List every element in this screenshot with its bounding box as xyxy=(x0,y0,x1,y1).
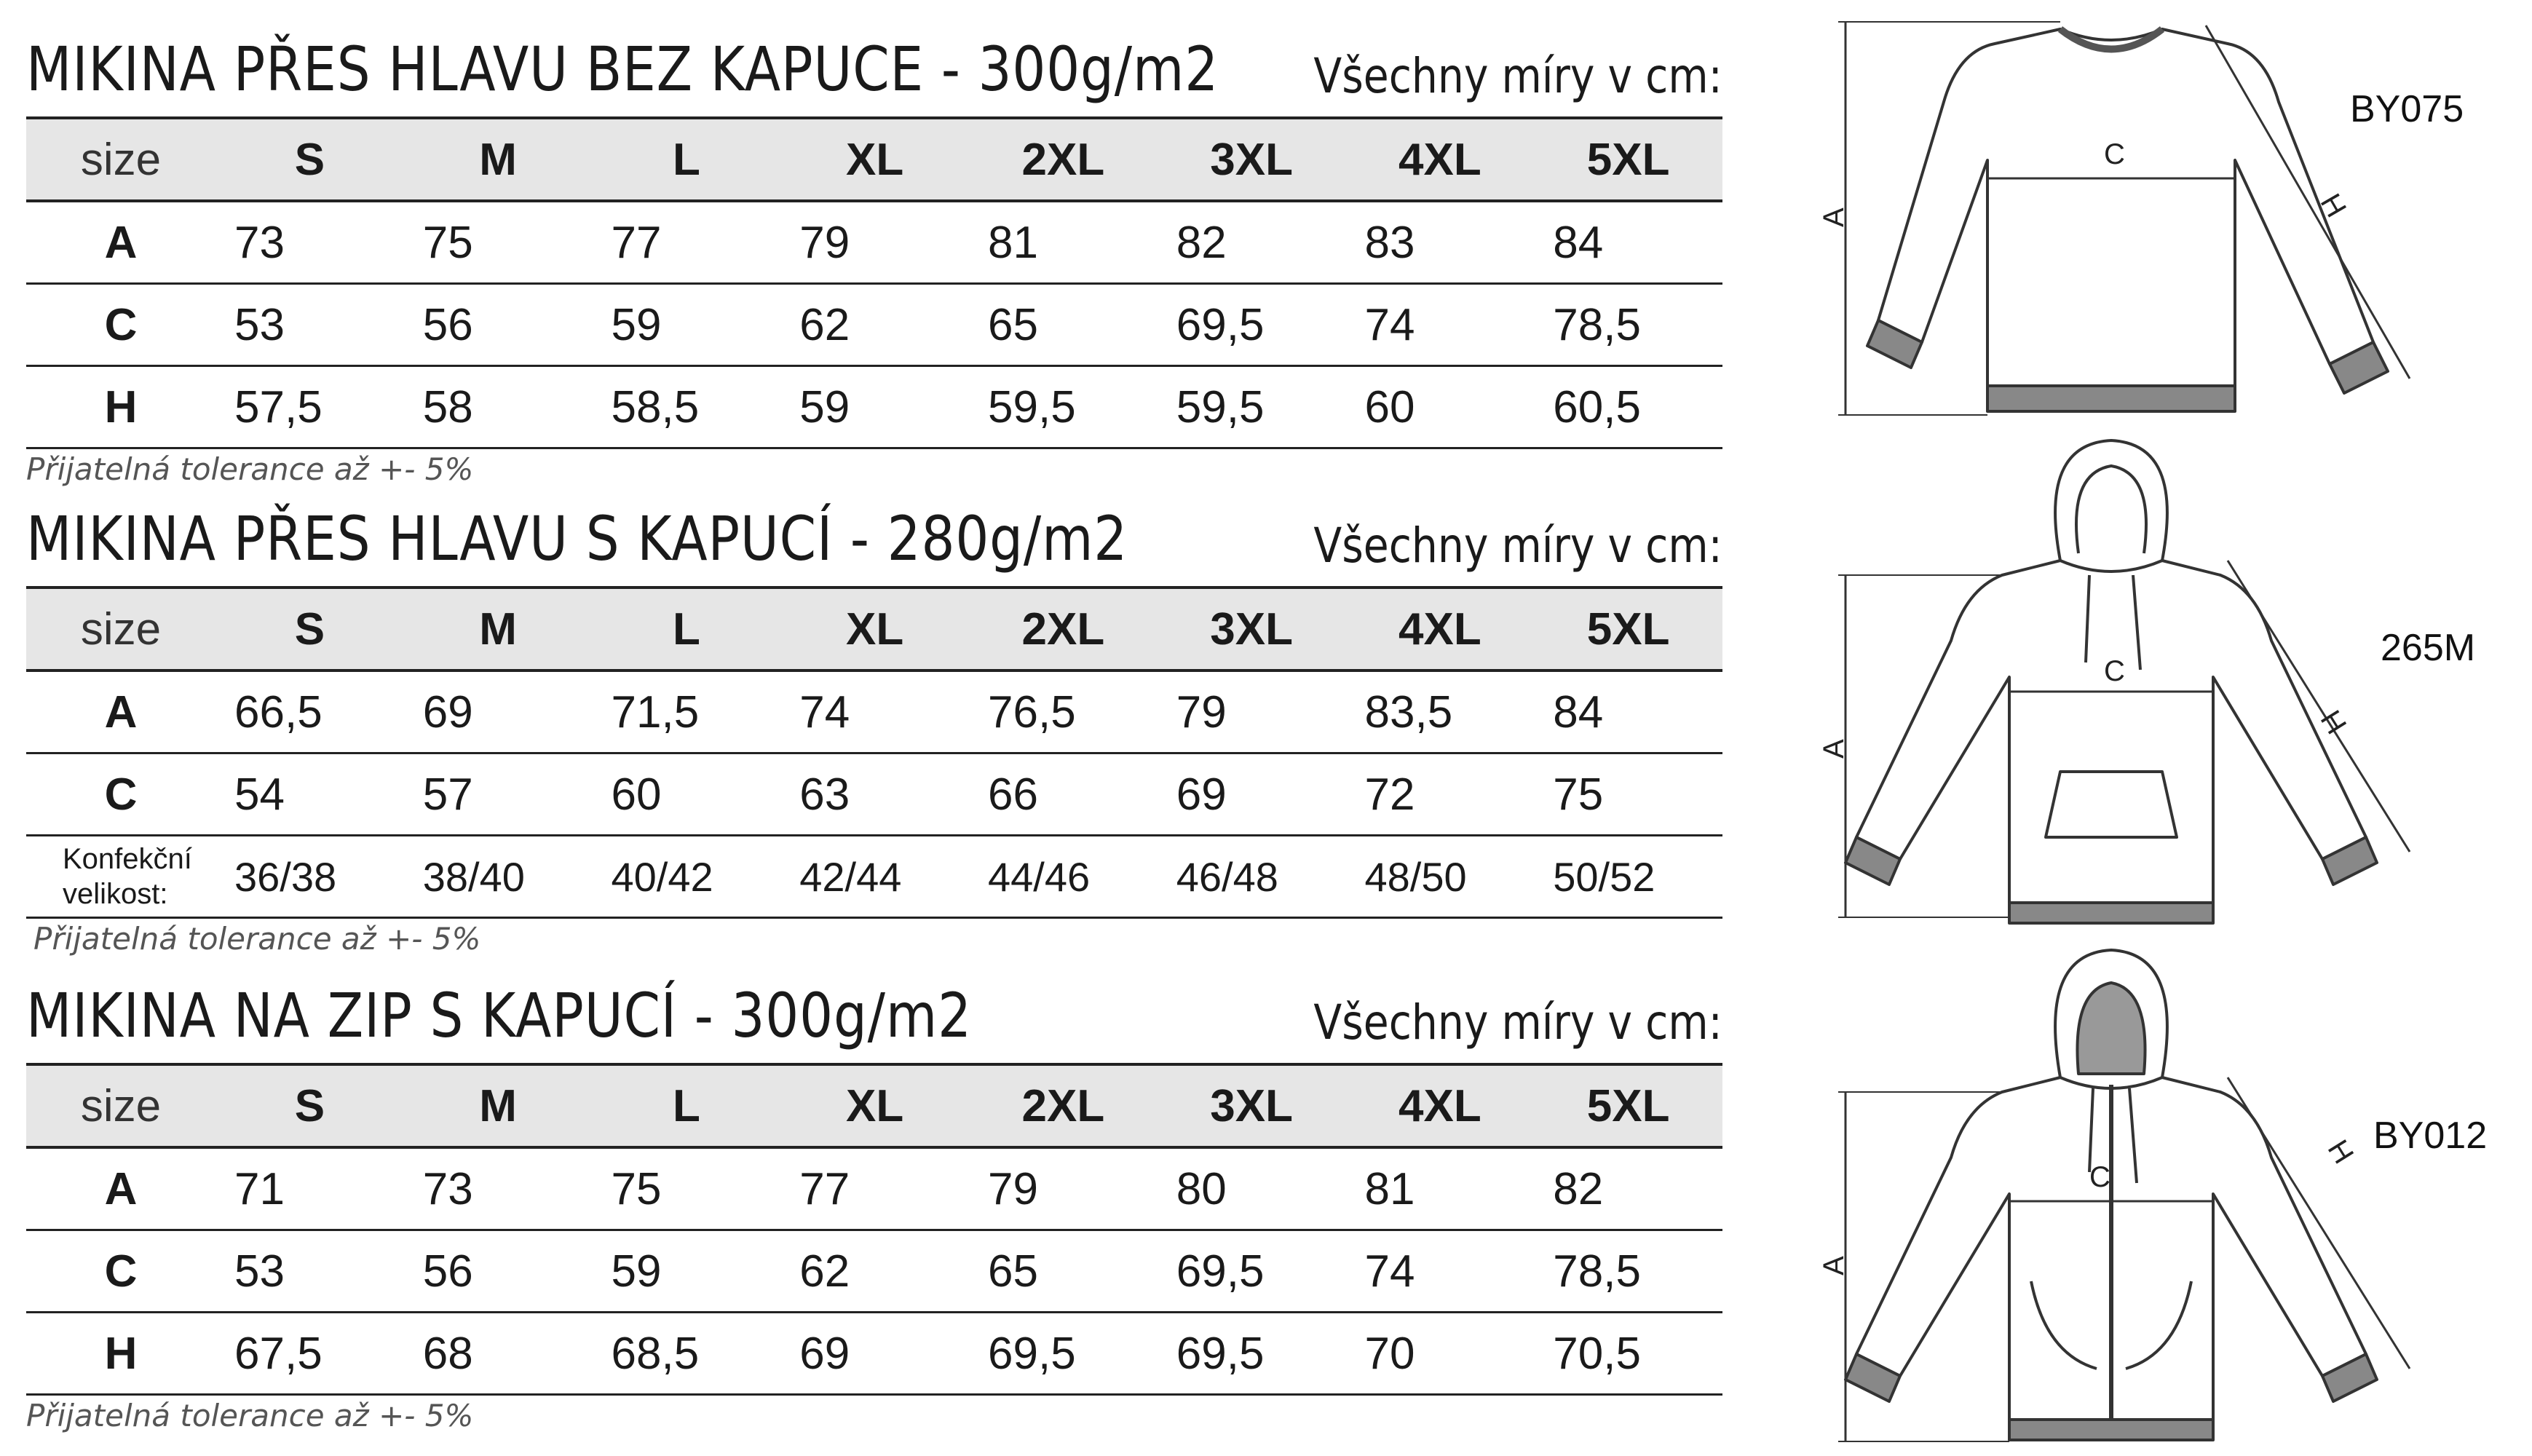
col-header: M xyxy=(404,587,593,670)
col-header: 5XL xyxy=(1534,1064,1722,1147)
units-label: Všechny míry v cm: xyxy=(1313,48,1722,104)
cell: 77 xyxy=(593,201,781,284)
cell: 54 xyxy=(215,753,404,836)
cell: 53 xyxy=(215,1230,404,1313)
table-row xyxy=(26,753,1722,836)
konfekcni-label-2: velikost: xyxy=(63,878,168,910)
cell: 69 xyxy=(404,670,593,753)
hoodie-illustration xyxy=(1820,430,2519,925)
cell: 42/44 xyxy=(780,836,969,918)
cell: 60 xyxy=(593,753,781,836)
cell: 81 xyxy=(1346,1147,1535,1230)
cell: 71 xyxy=(215,1147,404,1230)
table-row xyxy=(26,1147,1722,1230)
col-header: L xyxy=(593,1064,781,1147)
cell: 80 xyxy=(1158,1147,1346,1230)
cell: 44/46 xyxy=(969,836,1158,918)
cell: 56 xyxy=(404,284,593,366)
cell: 62 xyxy=(780,1230,969,1313)
row-label: A xyxy=(26,1147,215,1230)
cell: 62 xyxy=(780,284,969,366)
cell: 84 xyxy=(1534,201,1722,284)
diagram-crewneck xyxy=(1820,0,2519,437)
cell: 69,5 xyxy=(1158,1313,1346,1395)
col-header: S xyxy=(215,587,404,670)
cell: 66 xyxy=(969,753,1158,836)
cell: 74 xyxy=(1346,284,1535,366)
model-code: BY012 xyxy=(2373,1115,2488,1157)
cell: 69,5 xyxy=(969,1313,1158,1395)
cell: 60 xyxy=(1346,366,1535,448)
col-header: XL xyxy=(780,1064,969,1147)
cell: 59,5 xyxy=(1158,366,1346,448)
cell: 67,5 xyxy=(215,1313,404,1395)
cell: 65 xyxy=(969,1230,1158,1313)
cell: 72 xyxy=(1346,753,1535,836)
col-header: L xyxy=(593,118,781,201)
tolerance-note: Přijatelná tolerance až +- 5% xyxy=(26,451,474,487)
col-header: XL xyxy=(780,587,969,670)
cell: 59 xyxy=(593,1230,781,1313)
cell: 73 xyxy=(404,1147,593,1230)
cell: 68,5 xyxy=(593,1313,781,1395)
cell: 75 xyxy=(404,201,593,284)
cell: 50/52 xyxy=(1534,836,1722,918)
dim-label-a: A xyxy=(1820,1256,1850,1275)
col-header: 3XL xyxy=(1158,1064,1346,1147)
diagram-pullover-hoodie xyxy=(1820,430,2519,925)
row-label: C xyxy=(26,284,215,366)
row-label xyxy=(26,836,215,918)
table-row xyxy=(26,201,1722,284)
row-label: C xyxy=(26,1230,215,1313)
cell: 46/48 xyxy=(1158,836,1346,918)
cell: 70 xyxy=(1346,1313,1535,1395)
tolerance-note: Přijatelná tolerance až +- 5% xyxy=(33,921,481,957)
col-header: 2XL xyxy=(969,587,1158,670)
dim-label-h: H xyxy=(2321,1134,2360,1170)
cell: 58 xyxy=(404,366,593,448)
col-header: size xyxy=(26,118,215,201)
size-table xyxy=(26,586,1722,919)
cell: 69,5 xyxy=(1158,1230,1346,1313)
dim-label-c: C xyxy=(2089,1161,2110,1193)
cell: 69 xyxy=(780,1313,969,1395)
col-header: 5XL xyxy=(1534,587,1722,670)
cell: 75 xyxy=(593,1147,781,1230)
col-header: M xyxy=(404,1064,593,1147)
cell: 71,5 xyxy=(593,670,781,753)
dim-label-h: H xyxy=(2314,188,2353,223)
table-row-konfekcni xyxy=(26,836,1722,918)
header-row xyxy=(26,1064,1722,1147)
cell: 74 xyxy=(1346,1230,1535,1313)
col-header: 3XL xyxy=(1158,118,1346,201)
col-header: size xyxy=(26,587,215,670)
cell: 69 xyxy=(1158,753,1346,836)
cell: 84 xyxy=(1534,670,1722,753)
konfekcni-label-1: Konfekční xyxy=(63,843,192,875)
table-row xyxy=(26,366,1722,448)
cell: 66,5 xyxy=(215,670,404,753)
cell: 59 xyxy=(593,284,781,366)
row-label: C xyxy=(26,753,215,836)
size-table xyxy=(26,116,1722,449)
section-title: MIKINA NA ZIP S KAPUCÍ - 300g/m2 xyxy=(26,980,972,1051)
cell: 74 xyxy=(780,670,969,753)
cell: 58,5 xyxy=(593,366,781,448)
col-header: S xyxy=(215,118,404,201)
cell: 60,5 xyxy=(1534,366,1722,448)
cell: 57 xyxy=(404,753,593,836)
cell: 75 xyxy=(1534,753,1722,836)
table-row xyxy=(26,284,1722,366)
cell: 69,5 xyxy=(1158,284,1346,366)
cell: 36/38 xyxy=(215,836,404,918)
units-label: Všechny míry v cm: xyxy=(1313,994,1722,1051)
cell: 76,5 xyxy=(969,670,1158,753)
cell: 78,5 xyxy=(1534,284,1722,366)
table-row xyxy=(26,670,1722,753)
row-label: H xyxy=(26,1313,215,1395)
cell: 40/42 xyxy=(593,836,781,918)
col-header: 2XL xyxy=(969,1064,1158,1147)
model-code: 265M xyxy=(2381,627,2476,669)
section-title: MIKINA PŘES HLAVU S KAPUCÍ - 280g/m2 xyxy=(26,503,1128,574)
dim-label-a: A xyxy=(1820,207,1850,227)
col-header: 4XL xyxy=(1346,118,1535,201)
col-header: 3XL xyxy=(1158,587,1346,670)
row-label: A xyxy=(26,670,215,753)
cell: 68 xyxy=(404,1313,593,1395)
cell: 78,5 xyxy=(1534,1230,1722,1313)
cell: 48/50 xyxy=(1346,836,1535,918)
col-header: L xyxy=(593,587,781,670)
cell: 59,5 xyxy=(969,366,1158,448)
col-header: size xyxy=(26,1064,215,1147)
col-header: 2XL xyxy=(969,118,1158,201)
section-title: MIKINA PŘES HLAVU BEZ KAPUCE - 300g/m2 xyxy=(26,33,1219,105)
diagram-zip-hoodie xyxy=(1820,939,2519,1449)
cell: 77 xyxy=(780,1147,969,1230)
col-header: 4XL xyxy=(1346,1064,1535,1147)
cell: 53 xyxy=(215,284,404,366)
cell: 38/40 xyxy=(404,836,593,918)
cell: 65 xyxy=(969,284,1158,366)
cell: 83 xyxy=(1346,201,1535,284)
dim-label-c: C xyxy=(2104,138,2125,170)
dim-label-c: C xyxy=(2104,655,2125,687)
cell: 79 xyxy=(969,1147,1158,1230)
col-header: 5XL xyxy=(1534,118,1722,201)
units-label: Všechny míry v cm: xyxy=(1313,518,1722,574)
cell: 79 xyxy=(1158,670,1346,753)
model-code: BY075 xyxy=(2350,88,2464,130)
size-table xyxy=(26,1063,1722,1396)
row-label: H xyxy=(26,366,215,448)
row-label: A xyxy=(26,201,215,284)
cell: 82 xyxy=(1158,201,1346,284)
tolerance-note: Přijatelná tolerance až +- 5% xyxy=(26,1398,474,1433)
table-row xyxy=(26,1313,1722,1395)
cell: 56 xyxy=(404,1230,593,1313)
cell: 79 xyxy=(780,201,969,284)
dim-label-a: A xyxy=(1820,739,1850,759)
col-header: XL xyxy=(780,118,969,201)
cell: 81 xyxy=(969,201,1158,284)
cell: 63 xyxy=(780,753,969,836)
col-header: 4XL xyxy=(1346,587,1535,670)
cell: 83,5 xyxy=(1346,670,1535,753)
sweatshirt-illustration xyxy=(1820,0,2519,437)
col-header: M xyxy=(404,118,593,201)
header-row xyxy=(26,118,1722,201)
cell: 57,5 xyxy=(215,366,404,448)
zip-hoodie-illustration xyxy=(1820,939,2519,1449)
dim-label-h: H xyxy=(2314,705,2353,740)
cell: 73 xyxy=(215,201,404,284)
table-row xyxy=(26,1230,1722,1313)
header-row xyxy=(26,587,1722,670)
col-header: S xyxy=(215,1064,404,1147)
cell: 59 xyxy=(780,366,969,448)
cell: 82 xyxy=(1534,1147,1722,1230)
cell: 70,5 xyxy=(1534,1313,1722,1395)
